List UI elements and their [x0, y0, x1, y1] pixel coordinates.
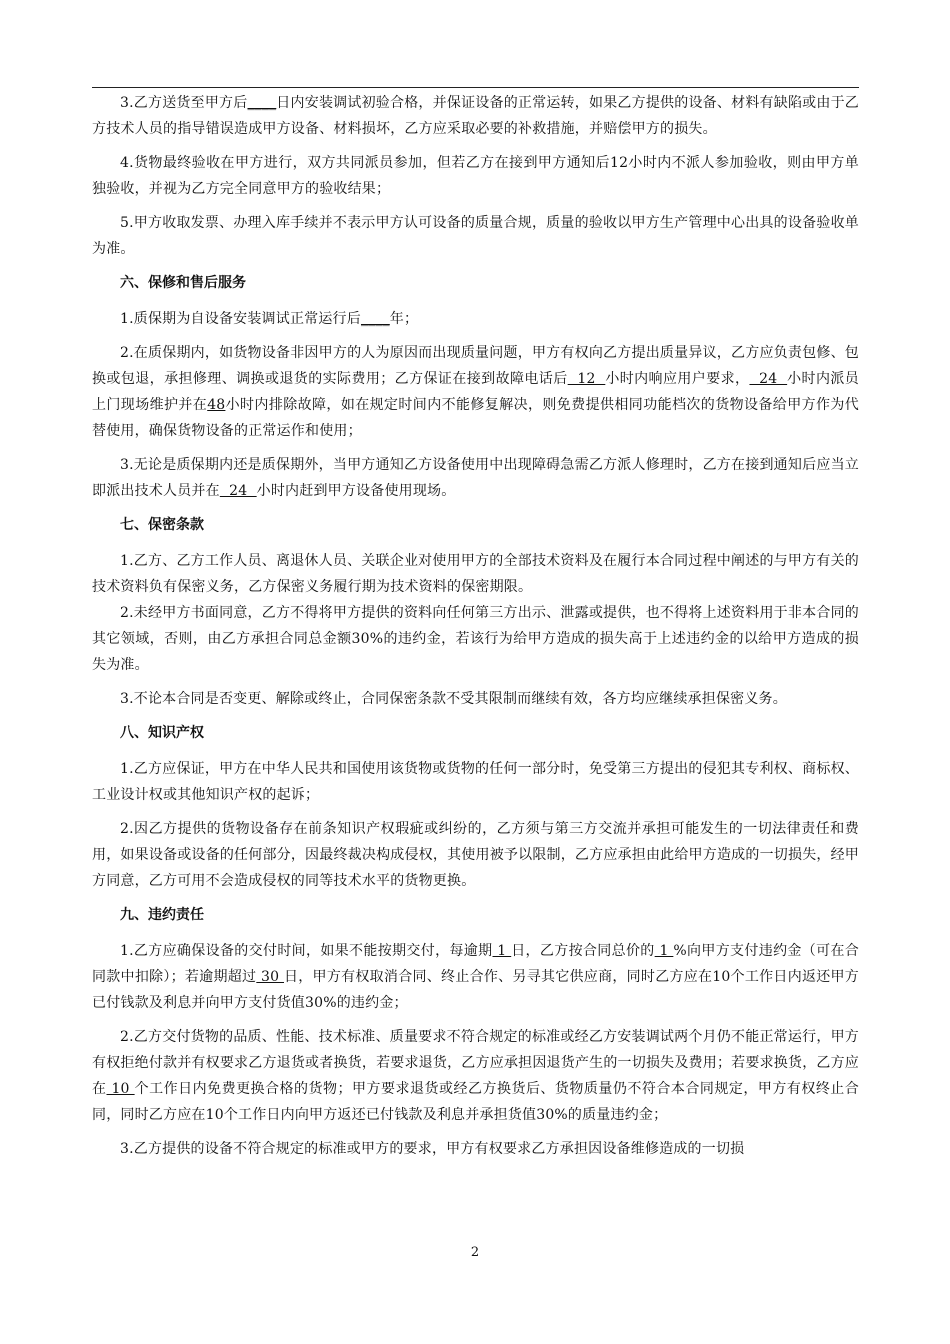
clause-7-2: 2.未经甲方书面同意，乙方不得将甲方提供的资料向任何第三方出示、泄露或提供，也不得将上述资料用于非本合同的其它领域，否则，由乙方承担合同总金额30%的违约金，若该行为给甲方造成的损失高于上述违约金的以给甲方造成的损失为准。	[92, 605, 859, 673]
text-run: 1.乙方应确保设备的交付时间，如果不能按期交付，每逾期	[120, 943, 493, 959]
overdue-days: 1	[492, 943, 512, 959]
clause-9-2	[92, 1024, 859, 1128]
response-hours: 12	[567, 371, 606, 387]
text-run: 4.货物最终验收在甲方进行，双方共同派员参加，但若乙方在接到甲方通知后12小时内不派人参加验收，则由甲方单独验收，并视为乙方完全同意甲方的验收结果；	[92, 155, 859, 197]
clause-6-3	[92, 452, 859, 504]
text-run: 5.甲方收取发票、办理入库手续并不表示甲方认可设备的质量合规，质量的验收以甲方生产管理中心出具的设备验收单为准。	[92, 215, 859, 257]
clause-7-1: 1.乙方、乙方工作人员、离退休人员、关联企业对使用甲方的全部技术资料及在履行本合同过程中阐述的与甲方有关的技术资料负有保密义务，乙方保密义务履行期为技术资料的保密期限。	[92, 553, 859, 595]
text-run: 个工作日内免费更换合格的货物；甲方要求退货或经乙方换货后、货物质量仍不符合本合同规定，甲方有权终止合同，同时乙方应在10个工作日内向甲方返还已付钱款及利息并承担货值30%的质量违约金；	[92, 1081, 860, 1123]
text-run: 日，乙方按合同总价的	[511, 943, 655, 959]
text-run: 日内安装调试初验合格，并保证设备的正常运转，如果乙方提供的设备、材料有缺陷或由于乙方技术人员的指导错误造成甲方设备、材料损坏，乙方应采取必要的补救措施，并赔偿甲方的损失。	[92, 95, 860, 137]
section-9-title: 九、违约责任	[120, 907, 204, 923]
section-8-title: 八、知识产权	[120, 725, 204, 741]
clause-5-3	[92, 90, 859, 142]
fix-hours: 48	[207, 397, 226, 413]
clause-8-1: 1.乙方应保证，甲方在中华人民共和国使用该货物或货物的任何一部分时，免受第三方提出的侵犯其专利权、商标权、工业设计权或其他知识产权的起诉；	[92, 761, 859, 803]
text-run: 2.在质保期内，如货物设备非因甲方的人为原因而出现质量问题，甲方有权向乙方提出质量异议，乙方应负责包修、包换或包退，承担修理、调换或退货的实际费用；乙方保证在接到故障电话后	[92, 345, 859, 387]
text-run: 3.无论是质保期内还是质保期外，当甲方通知乙方设备使用中出现障碍急需乙方派人修理时，乙方在接到通知后应当立即派出技术人员并在	[92, 457, 859, 499]
penalty-percent: 1	[654, 943, 674, 959]
arrival-hours: 24	[219, 483, 257, 499]
section-6-title: 六、保修和售后服务	[120, 275, 246, 291]
blank-days: ____	[247, 95, 277, 111]
text-run: %向甲方支付违约金（可在合同款中扣除）；若逾期超过	[92, 943, 859, 985]
text-run: 小时内响应用户要求，	[605, 371, 750, 387]
text-run: 小时内派员上门现场维护并在	[92, 371, 859, 413]
text-run: 1.质保期为自设备安装调试正常运行后	[120, 311, 361, 327]
clause-6-2	[92, 340, 859, 444]
clause-5-5	[92, 210, 859, 262]
page-number: 2	[470, 1245, 480, 1260]
clause-6-1	[92, 306, 859, 332]
clause-5-4	[92, 150, 859, 202]
header-rule	[92, 87, 859, 88]
text-run: 年；	[389, 311, 419, 327]
clause-7-3: 3.不论本合同是否变更、解除或终止，合同保密条款不受其限制而继续有效，各方均应继续承担保密义务。	[120, 691, 787, 707]
text-run: 小时内赶到甲方设备使用现场。	[256, 483, 456, 499]
section-7-title: 七、保密条款	[120, 517, 204, 533]
text-run: 日，甲方有权取消合同、终止合作、另寻其它供应商，同时乙方应在10个工作日内返还甲方已付钱款及利息并向甲方支付货值30%的违约金；	[92, 969, 860, 1011]
document-body	[92, 90, 859, 1170]
replacement-days: 10	[106, 1081, 135, 1097]
max-overdue-days: 30	[256, 969, 284, 985]
clause-9-3: 3.乙方提供的设备不符合规定的标准或甲方的要求，甲方有权要求乙方承担因设备维修造成的一切损	[120, 1141, 745, 1157]
clause-8-2: 2.因乙方提供的货物设备存在前条知识产权瑕疵或纠纷的，乙方须与第三方交流并承担可能发生的一切法律责任和费用，如果设备或设备的任何部分，因最终裁决构成侵权，其使用被予以限制，乙方应承担由此给甲方造成的一切损失，经甲方同意，乙方可用不会造成侵权的同等技术水平的货物更换。	[92, 821, 859, 889]
onsite-hours: 24	[749, 371, 788, 387]
clause-9-1	[92, 938, 859, 1016]
text-run: 2.乙方交付货物的品质、性能、技术标准、质量要求不符合规定的标准或经乙方安装调试两个月仍不能正常运行，甲方有权拒绝付款并有权要求乙方退货或者换货，若要求退货，乙方应承担因退货产生的一切损失及费用；若要求换货，乙方应在	[92, 1029, 859, 1097]
text-run: 3.乙方送货至甲方后	[120, 95, 248, 111]
text-run: 小时内排除故障，如在规定时间内不能修复解决，则免费提供相同功能档次的货物设备给甲方作为代替使用，确保货物设备的正常运作和使用；	[92, 397, 859, 439]
blank-years: ____	[360, 311, 390, 327]
